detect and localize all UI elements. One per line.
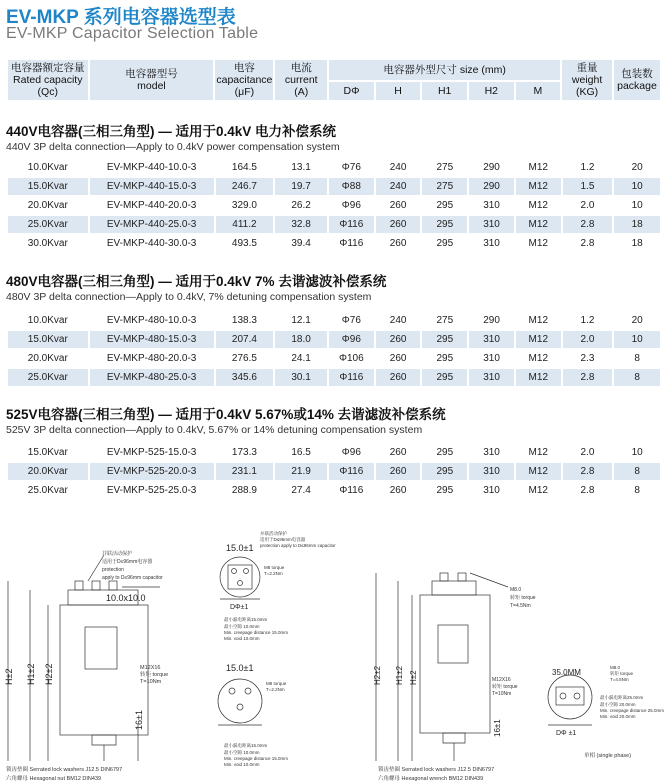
header-model: 电容器型号 model	[90, 60, 214, 100]
svg-text:35.0MM: 35.0MM	[552, 668, 581, 677]
cell-dim-h1: 275	[422, 178, 467, 195]
cell-model: EV-MKP-480-25.0-3	[90, 369, 214, 386]
svg-text:H1±2: H1±2	[26, 663, 36, 685]
svg-text:H±2: H±2	[409, 670, 418, 685]
cell-package: 8	[614, 350, 660, 367]
cell-dim-d: Φ76	[329, 312, 374, 329]
cell-dim-m: M12	[516, 482, 561, 499]
cell-dim-h2: 290	[469, 178, 514, 195]
svg-text:Min. creepage distance 15.0mm: Min. creepage distance 15.0mm	[224, 630, 289, 635]
cell-current: 27.4	[275, 482, 327, 499]
cell-model: EV-MKP-440-20.0-3	[90, 197, 214, 214]
cell-dim-h2: 310	[469, 197, 514, 214]
svg-text:T=2.2Nm: T=2.2Nm	[266, 687, 285, 692]
cell-capacity: 25.0Kvar	[8, 369, 88, 386]
cell-capacitance: 493.5	[216, 235, 274, 252]
cell-model: EV-MKP-440-30.0-3	[90, 235, 214, 252]
cell-weight: 2.8	[563, 216, 613, 233]
cell-dim-h1: 295	[422, 369, 467, 386]
section-480v-title: 480V电容器(三相三角型) — 适用于0.4kV 7% 去谐滤波补偿系统 480V 3P delta connection—Apply to 0.4kV, 7% detuning compensation system	[6, 274, 387, 303]
cell-capacitance: 276.5	[216, 350, 274, 367]
cell-package: 8	[614, 482, 660, 499]
cell-capacitance: 164.5	[216, 159, 274, 176]
cell-dim-h1: 295	[422, 482, 467, 499]
cell-capacity: 15.0Kvar	[8, 178, 88, 195]
cell-weight: 1.2	[563, 159, 613, 176]
cell-dim-h: 260	[376, 350, 421, 367]
svg-text:M8 torque: M8 torque	[266, 681, 287, 686]
cell-package: 20	[614, 312, 660, 329]
cell-dim-h: 260	[376, 235, 421, 252]
cell-dim-m: M12	[516, 216, 561, 233]
svg-text:DΦ±1: DΦ±1	[230, 604, 249, 611]
svg-text:Min. void 10.0mm: Min. void 10.0mm	[224, 636, 260, 641]
header-current: 电流 current (A)	[275, 60, 327, 100]
cell-package: 10	[614, 331, 660, 348]
cell-model: EV-MKP-440-25.0-3	[90, 216, 214, 233]
cell-capacity: 20.0Kvar	[8, 350, 88, 367]
cell-dim-m: M12	[516, 235, 561, 252]
section-525v-table	[6, 442, 662, 501]
cell-dim-m: M12	[516, 159, 561, 176]
cell-capacitance: 173.3	[216, 444, 274, 461]
svg-text:适用于D≤96mm电容器: 适用于D≤96mm电容器	[102, 559, 153, 565]
cell-dim-m: M12	[516, 350, 561, 367]
table-row	[8, 235, 660, 252]
cell-dim-d: Φ116	[329, 216, 374, 233]
cell-dim-m: M12	[516, 178, 561, 195]
cell-model: EV-MKP-525-15.0-3	[90, 444, 214, 461]
cell-dim-d: Φ96	[329, 331, 374, 348]
cell-package: 10	[614, 197, 660, 214]
drawing-top-views	[218, 530, 336, 767]
svg-text:并联活动保护: 并联活动保护	[260, 531, 287, 536]
cell-package: 8	[614, 463, 660, 480]
table-row	[8, 444, 660, 461]
svg-text:单相 (single phase): 单相 (single phase)	[584, 753, 632, 759]
cell-current: 32.8	[275, 216, 327, 233]
svg-text:M8 torque: M8 torque	[264, 565, 285, 570]
drawing-single-phase-side	[373, 573, 536, 782]
svg-text:15.0±1: 15.0±1	[226, 543, 254, 553]
cell-model: EV-MKP-480-15.0-3	[90, 331, 214, 348]
svg-text:M12X16: M12X16	[492, 677, 511, 683]
cell-dim-d: Φ116	[329, 369, 374, 386]
svg-text:Min. void 10.0mm: Min. void 10.0mm	[224, 762, 260, 767]
svg-text:protection: protection	[102, 567, 124, 573]
cell-weight: 2.3	[563, 350, 613, 367]
svg-text:转矩 torque: 转矩 torque	[510, 595, 536, 601]
table-header	[6, 58, 662, 102]
header-dim-h1: H1	[422, 82, 467, 100]
cell-package: 18	[614, 235, 660, 252]
table-row	[8, 463, 660, 480]
header-dim-h2: H2	[469, 82, 514, 100]
svg-text:16±1: 16±1	[134, 710, 144, 730]
header-capacitance: 电容 capacitance (μF)	[216, 62, 273, 98]
technical-drawings	[0, 515, 670, 784]
svg-text:H2±2: H2±2	[44, 663, 54, 685]
cell-dim-h2: 310	[469, 235, 514, 252]
cell-dim-h2: 310	[469, 444, 514, 461]
cell-dim-h1: 295	[422, 350, 467, 367]
svg-text:Min. creepage distance 15.0mm: Min. creepage distance 15.0mm	[224, 756, 289, 761]
cell-weight: 2.8	[563, 235, 613, 252]
svg-text:最小漏电距离25.0mm: 最小漏电距离25.0mm	[600, 695, 644, 700]
svg-text:T=4.5Nm: T=4.5Nm	[510, 603, 531, 609]
cell-model: EV-MKP-525-20.0-3	[90, 463, 214, 480]
svg-text:六角螺母 Hexagonal wrench BM12 D: 六角螺母 Hexagonal wrench BM12 DIN439	[378, 776, 484, 782]
page-title: EV-MKP 系列电容器选型表	[6, 7, 236, 28]
svg-text:锁齿垫圈 Serrated lock washers J12: 锁齿垫圈 Serrated lock washers J12.5 DIN6797	[378, 767, 495, 773]
cell-dim-h2: 310	[469, 482, 514, 499]
cell-weight: 2.0	[563, 331, 613, 348]
table-row	[8, 178, 660, 195]
svg-text:T=10Nm: T=10Nm	[140, 679, 162, 685]
cell-capacitance: 231.1	[216, 463, 274, 480]
cell-dim-d: Φ96	[329, 197, 374, 214]
cell-capacitance: 138.3	[216, 312, 274, 329]
cell-current: 26.2	[275, 197, 327, 214]
cell-weight: 1.5	[563, 178, 613, 195]
cell-capacity: 20.0Kvar	[8, 463, 88, 480]
cell-capacitance: 246.7	[216, 178, 274, 195]
cell-dim-h2: 310	[469, 463, 514, 480]
cell-weight: 2.8	[563, 463, 613, 480]
svg-text:转矩 torque: 转矩 torque	[140, 672, 169, 678]
cell-capacity: 25.0Kvar	[8, 482, 88, 499]
cell-capacity: 15.0Kvar	[8, 331, 88, 348]
drawing-single-phase-top	[548, 665, 664, 759]
cell-dim-d: Φ116	[329, 235, 374, 252]
cell-dim-d: Φ76	[329, 159, 374, 176]
section-440v-table	[6, 157, 662, 254]
svg-text:protection apply to D≤96mm cap: protection apply to D≤96mm capacitor	[260, 543, 336, 548]
cell-current: 21.9	[275, 463, 327, 480]
cell-dim-h1: 295	[422, 331, 467, 348]
cell-dim-h1: 295	[422, 216, 467, 233]
cell-dim-h2: 290	[469, 159, 514, 176]
cell-dim-h1: 275	[422, 159, 467, 176]
svg-text:T=10Nm: T=10Nm	[492, 691, 512, 697]
cell-capacitance: 288.9	[216, 482, 274, 499]
svg-text:16±1: 16±1	[493, 719, 502, 737]
header-dims-title: 电容器外型尺寸 size (mm)	[329, 60, 560, 80]
cell-model: EV-MKP-525-25.0-3	[90, 482, 214, 499]
svg-text:H1±2: H1±2	[395, 665, 404, 685]
cell-dim-h: 260	[376, 444, 421, 461]
section-525v-title: 525V电容器(三相三角型) — 适用于0.4kV 5.67%或14% 去谐滤波补偿系统 525V 3P delta connection—Apply to 0.4kV, 5.67% or 14% detuning compensation system	[6, 407, 446, 436]
cell-capacity: 30.0Kvar	[8, 235, 88, 252]
svg-text:最小漏电距离15.0mm: 最小漏电距离15.0mm	[224, 743, 268, 748]
cell-dim-h1: 295	[422, 444, 467, 461]
cell-dim-d: Φ106	[329, 350, 374, 367]
table-row	[8, 159, 660, 176]
cell-package: 8	[614, 369, 660, 386]
header-weight: 重量 weight (KG)	[562, 60, 612, 100]
cell-capacitance: 345.6	[216, 369, 274, 386]
cell-current: 13.1	[275, 159, 327, 176]
section-440v-title: 440V电容器(三相三角型) — 适用于0.4kV 电力补偿系统 440V 3P delta connection—Apply to 0.4kV power compensation system	[6, 124, 340, 153]
svg-text:最小空隙 20.0mm: 最小空隙 20.0mm	[600, 702, 636, 707]
cell-dim-h: 240	[376, 178, 421, 195]
cell-dim-h2: 310	[469, 369, 514, 386]
cell-current: 18.0	[275, 331, 327, 348]
svg-text:T=2.2Nm: T=2.2Nm	[264, 571, 283, 576]
cell-capacity: 25.0Kvar	[8, 216, 88, 233]
table-row	[8, 197, 660, 214]
cell-current: 16.5	[275, 444, 327, 461]
cell-dim-d: Φ88	[329, 178, 374, 195]
cell-dim-d: Φ116	[329, 482, 374, 499]
cell-dim-h: 260	[376, 331, 421, 348]
cell-model: EV-MKP-480-20.0-3	[90, 350, 214, 367]
table-row	[8, 312, 660, 329]
drawing-three-phase-side	[4, 550, 168, 782]
cell-dim-h2: 310	[469, 331, 514, 348]
cell-weight: 2.8	[563, 369, 613, 386]
cell-dim-h1: 295	[422, 463, 467, 480]
table-row	[8, 331, 660, 348]
cell-dim-h2: 310	[469, 216, 514, 233]
cell-dim-h: 260	[376, 216, 421, 233]
table-row	[8, 216, 660, 233]
cell-dim-d: Φ96	[329, 444, 374, 461]
cell-capacitance: 329.0	[216, 197, 274, 214]
cell-dim-h: 260	[376, 482, 421, 499]
cell-dim-h1: 295	[422, 197, 467, 214]
cell-package: 20	[614, 159, 660, 176]
cell-dim-h1: 295	[422, 235, 467, 252]
cell-dim-h2: 290	[469, 312, 514, 329]
cell-weight: 2.8	[563, 482, 613, 499]
svg-text:M12X16: M12X16	[140, 665, 161, 671]
cell-model: EV-MKP-440-15.0-3	[90, 178, 214, 195]
svg-text:最小空隙 10.0mm: 最小空隙 10.0mm	[224, 624, 260, 629]
table-row	[8, 482, 660, 499]
svg-text:T=4.5Nm: T=4.5Nm	[610, 677, 629, 682]
page-subtitle: EV-MKP Capacitor Selection Table	[6, 25, 259, 42]
cell-dim-h: 260	[376, 197, 421, 214]
cell-capacitance: 411.2	[216, 216, 274, 233]
cell-capacity: 15.0Kvar	[8, 444, 88, 461]
svg-text:并联活动保护: 并联活动保护	[102, 551, 133, 557]
section-480v-table	[6, 310, 662, 388]
table-row	[8, 350, 660, 367]
svg-text:转矩 torque: 转矩 torque	[492, 684, 518, 690]
cell-weight: 1.2	[563, 312, 613, 329]
svg-text:apply to D≤96mm capacitor: apply to D≤96mm capacitor	[102, 575, 163, 581]
svg-text:锁齿垫圈 Serrated lock washers J12: 锁齿垫圈 Serrated lock washers J12.5 DIN6797	[6, 767, 123, 773]
table-row	[8, 369, 660, 386]
header-dim-d: DΦ	[329, 82, 374, 100]
cell-package: 18	[614, 216, 660, 233]
cell-dim-h: 240	[376, 312, 421, 329]
cell-current: 30.1	[275, 369, 327, 386]
cell-weight: 2.0	[563, 444, 613, 461]
svg-text:六角螺母 Hexagonal nut BM12 DIN4: 六角螺母 Hexagonal nut BM12 DIN439	[6, 776, 102, 782]
cell-dim-m: M12	[516, 331, 561, 348]
cell-current: 39.4	[275, 235, 327, 252]
header-rated: 电容器额定容量 Rated capacity (Qc)	[8, 60, 88, 100]
cell-current: 24.1	[275, 350, 327, 367]
svg-text:Min. void 20.0mm: Min. void 20.0mm	[600, 714, 636, 719]
svg-text:H2±2: H2±2	[373, 665, 382, 685]
cell-package: 10	[614, 444, 660, 461]
svg-text:最小漏电距离15.0mm: 最小漏电距离15.0mm	[224, 617, 268, 622]
cell-package: 10	[614, 178, 660, 195]
cell-dim-h: 260	[376, 463, 421, 480]
svg-text:15.0±1: 15.0±1	[226, 663, 254, 673]
svg-text:10.0x10.0: 10.0x10.0	[106, 593, 146, 603]
cell-dim-m: M12	[516, 312, 561, 329]
cell-model: EV-MKP-440-10.0-3	[90, 159, 214, 176]
cell-model: EV-MKP-480-10.0-3	[90, 312, 214, 329]
svg-text:H±2: H±2	[4, 668, 14, 685]
header-dim-m: M	[516, 82, 561, 100]
header-dim-h: H	[376, 82, 421, 100]
cell-weight: 2.0	[563, 197, 613, 214]
cell-current: 12.1	[275, 312, 327, 329]
svg-text:适用于D≤96mm电容器: 适用于D≤96mm电容器	[260, 537, 306, 542]
cell-dim-m: M12	[516, 444, 561, 461]
cell-dim-m: M12	[516, 463, 561, 480]
cell-dim-m: M12	[516, 369, 561, 386]
cell-dim-h2: 310	[469, 350, 514, 367]
svg-text:M8.0: M8.0	[610, 665, 621, 670]
cell-capacity: 10.0Kvar	[8, 312, 88, 329]
cell-dim-d: Φ116	[329, 463, 374, 480]
cell-current: 19.7	[275, 178, 327, 195]
cell-dim-h: 260	[376, 369, 421, 386]
svg-text:最小空隙 10.0mm: 最小空隙 10.0mm	[224, 750, 260, 755]
cell-capacitance: 207.4	[216, 331, 274, 348]
cell-dim-h1: 275	[422, 312, 467, 329]
header-package: 包装数 package	[614, 60, 660, 100]
svg-text:Min. creepage distance 25.0mm: Min. creepage distance 25.0mm	[600, 708, 665, 713]
svg-text:DΦ ±1: DΦ ±1	[556, 730, 577, 737]
svg-text:M8.0: M8.0	[510, 587, 522, 593]
cell-capacity: 10.0Kvar	[8, 159, 88, 176]
cell-capacity: 20.0Kvar	[8, 197, 88, 214]
cell-dim-h: 240	[376, 159, 421, 176]
cell-dim-m: M12	[516, 197, 561, 214]
svg-text:转矩 torque: 转矩 torque	[610, 671, 634, 676]
